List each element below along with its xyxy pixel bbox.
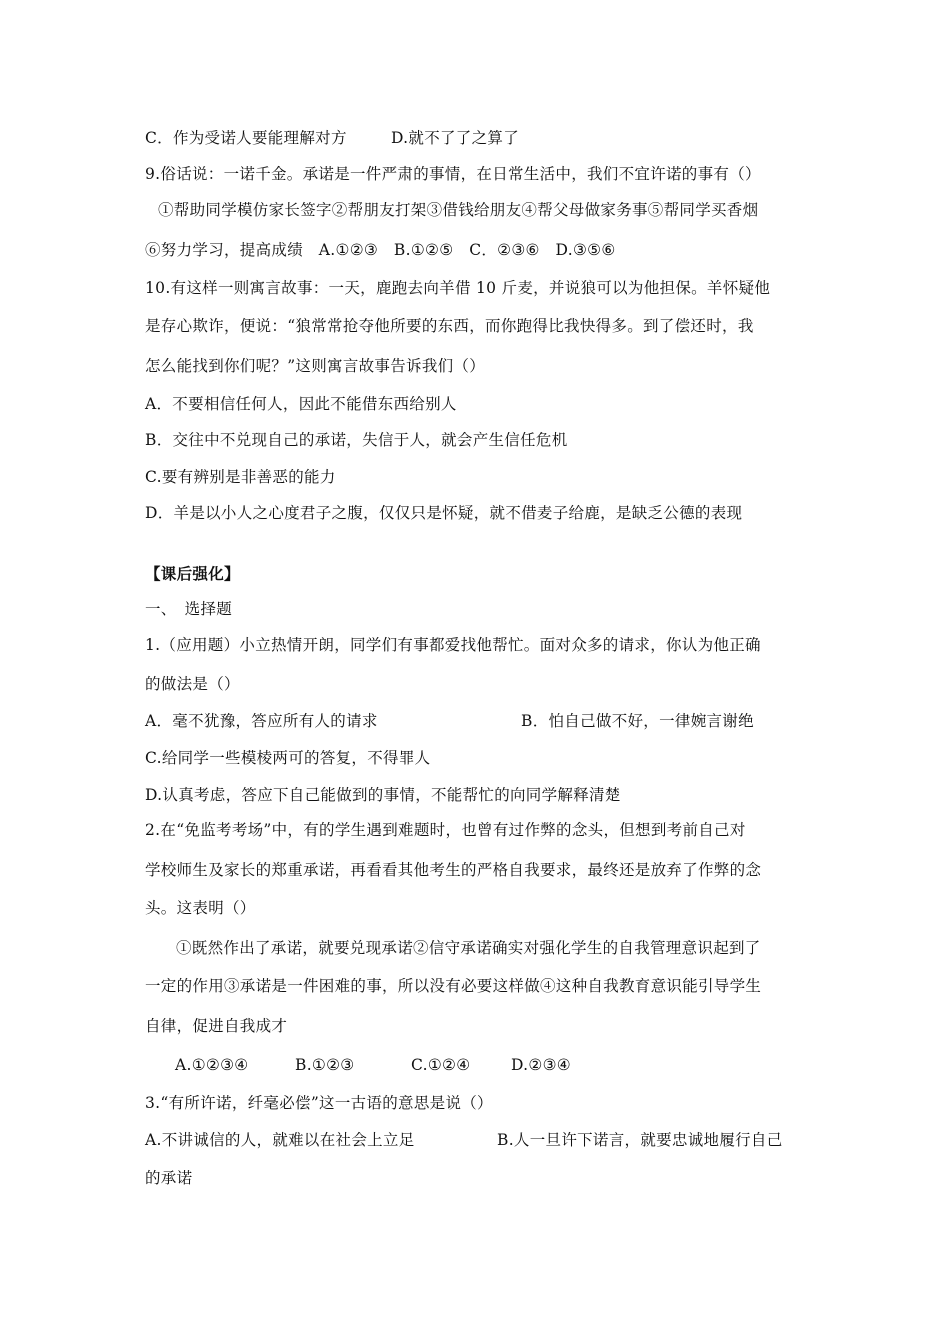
question-9-options: ⑥努力学习，提高成绩 A.①②③ B.①②⑤ C．②③⑥ D.③⑤⑥ <box>145 241 616 259</box>
question-2-stem-2: 学校师生及家长的郑重承诺，再看看其他考生的严格自我要求，最终还是放弃了作弊的念 <box>145 861 762 879</box>
question-9-items: ①帮助同学模仿家长签字②帮朋友打架③借钱给朋友④帮父母做家务事⑤帮同学买香烟 <box>158 201 759 219</box>
option-b: B．怕自己做不好，一律婉言谢绝 <box>521 712 754 730</box>
option-a: A．毫不犹豫，答应所有人的请求 <box>145 712 378 730</box>
subsection-heading: 一、 选择题 <box>145 600 233 618</box>
question-2-stem-3: 头。这表明（） <box>145 899 256 917</box>
question-1-stem-1: 1.（应用题）小立热情开朗，同学们有事都爱找他帮忙。面对众多的请求，你认为他正确 <box>145 636 761 654</box>
question-9-stem: 9.俗话说：一诺千金。承诺是一件严肃的事情，在日常生活中，我们不宜许诺的事有（） <box>145 165 761 183</box>
section-heading: 【课后强化】 <box>145 564 240 583</box>
question-3-option-b-cont: 的承诺 <box>145 1169 193 1187</box>
question-10-option-d: D．羊是以小人之心度君子之腹，仅仅只是怀疑，就不借麦子给鹿，是缺乏公德的表现 <box>145 504 743 522</box>
question-2-stem-1: 2.在“免监考考场”中，有的学生遇到难题时，也曾有过作弊的念头，但想到考前自己对 <box>145 821 746 839</box>
option-b: B.①②③ <box>295 1056 355 1074</box>
question-1-option-d: D.认真考虑，答应下自己能做到的事情，不能帮忙的向同学解释清楚 <box>145 786 621 804</box>
option-b: B.人一旦许下诺言，就要忠诚地履行自己 <box>497 1131 783 1149</box>
option-c: C．作为受诺人要能理解对方 <box>145 129 347 147</box>
option-d: D.就不了了之算了 <box>391 129 520 147</box>
question-10-option-b: B．交往中不兑现自己的承诺，失信于人，就会产生信任危机 <box>145 431 568 449</box>
question-10-stem-1: 10.有这样一则寓言故事：一天，鹿跑去向羊借 10 斤麦，并说狼可以为他担保。羊怀疑他 <box>145 279 771 297</box>
question-1-option-c: C.给同学一些模棱两可的答复，不得罪人 <box>145 749 431 767</box>
question-2-items-1: ①既然作出了承诺，就要兑现承诺②信守承诺确实对强化学生的自我管理意识起到了 <box>176 939 761 957</box>
question-3-stem: 3.“有所许诺，纤毫必偿”这一古语的意思是说（） <box>145 1094 493 1112</box>
option-c: C.①②④ <box>411 1056 471 1074</box>
option-a: A.不讲诚信的人，就难以在社会上立足 <box>145 1131 415 1149</box>
option-a: A.①②③④ <box>175 1056 249 1074</box>
question-10-stem-3: 怎么能找到你们呢？”这则寓言故事告诉我们（） <box>145 357 486 375</box>
question-2-items-3: 自律，促进自我成才 <box>145 1017 288 1035</box>
question-2-items-2: 一定的作用③承诺是一件困难的事，所以没有必要这样做④这种自我教育意识能引导学生 <box>145 977 762 995</box>
question-1-stem-2: 的做法是（） <box>145 675 240 693</box>
question-10-option-a: A．不要相信任何人，因此不能借东西给别人 <box>145 395 457 413</box>
option-d: D.②③④ <box>511 1056 571 1074</box>
question-10-option-c: C.要有辨别是非善恶的能力 <box>145 468 336 486</box>
question-10-stem-2: 是存心欺诈，便说：“狼常常抢夺他所要的东西，而你跑得比我快得多。到了偿还时，我 <box>145 317 754 335</box>
